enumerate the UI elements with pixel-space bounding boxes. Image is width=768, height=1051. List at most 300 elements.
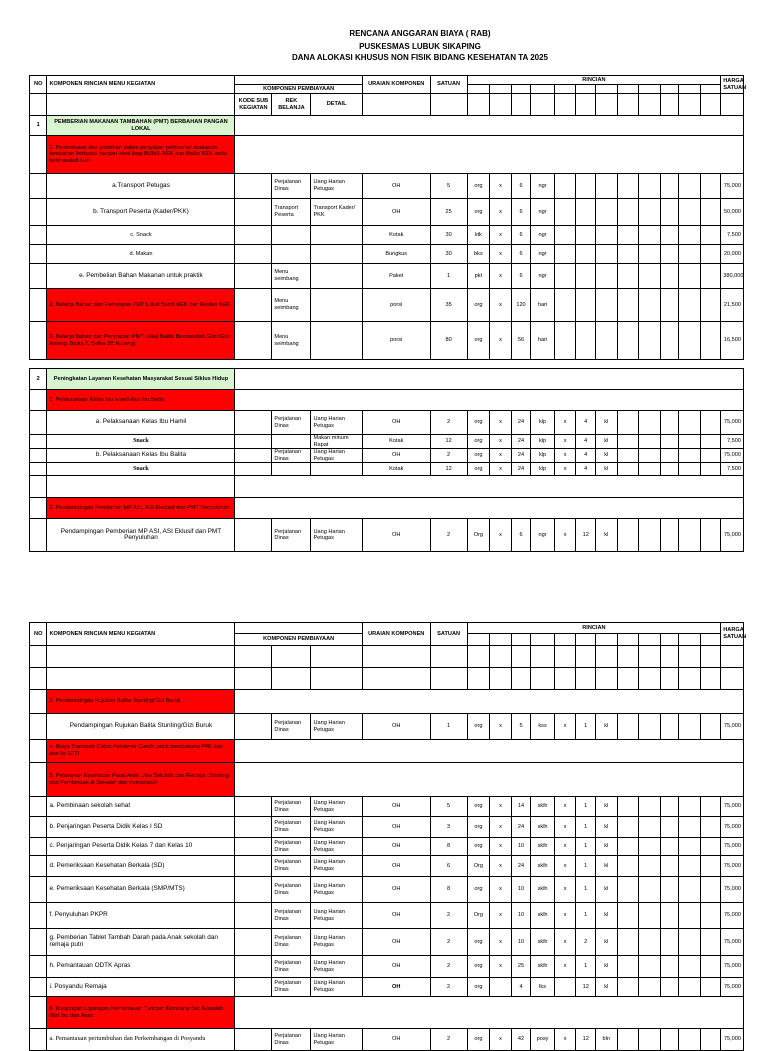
activity-header: 1. Pembekalan dan pelatihan dalam penyajian pemberian makanan tambahan berbasis pangan lokal bagi BUMIL KEK dan Balita KEK serta bermasalah Gizi — [47, 136, 235, 174]
table-cell: 30 — [430, 245, 467, 264]
table-cell: ktk — [467, 226, 490, 245]
empty-cell — [679, 199, 701, 226]
table-cell: OH — [362, 978, 430, 997]
table-cell: 30 — [430, 226, 467, 245]
empty-cell — [700, 94, 721, 116]
empty-cell — [617, 94, 639, 116]
empty-cell — [311, 463, 362, 476]
table-cell: Paket — [362, 264, 430, 289]
table-cell: Org — [467, 903, 490, 929]
empty-cell — [554, 174, 576, 199]
empty-cell — [617, 797, 639, 817]
empty-cell — [47, 668, 235, 690]
empty-cell — [30, 817, 47, 838]
table-cell: a. Pelaksanaan Kelas Ibu Hamil — [47, 411, 235, 435]
rab-table-2 — [29, 622, 747, 1051]
table-cell: Perjalanan Dinas — [272, 856, 311, 877]
empty-cell — [700, 634, 721, 646]
empty-cell — [595, 85, 617, 94]
empty-cell — [639, 903, 661, 929]
empty-cell — [679, 411, 701, 435]
empty-cell — [660, 838, 678, 856]
table-cell: 12 — [576, 978, 596, 997]
empty-cell — [660, 877, 678, 903]
table-cell: x — [490, 903, 512, 929]
empty-cell — [235, 956, 272, 978]
empty-cell — [595, 94, 617, 116]
doc-subtitle: DANA ALOKASI KHUSUS NON FISIK BIDANG KESEHATAN TA 2025 — [291, 53, 549, 62]
empty-cell — [700, 877, 721, 903]
table-cell: Kotak — [362, 463, 430, 476]
empty-cell — [235, 322, 272, 360]
empty-cell — [639, 226, 661, 245]
empty-cell — [679, 85, 701, 94]
table-cell: Pendampingan Pemberian MP ASI, ASI Eklusif dan PMT Penyuluhan — [47, 519, 235, 552]
empty-cell — [679, 817, 701, 838]
empty-cell — [47, 94, 235, 116]
table-cell: Uang Harian Petugas — [311, 877, 362, 903]
empty-cell — [660, 646, 678, 668]
table-cell: sklh — [531, 929, 555, 956]
empty-cell — [272, 245, 311, 264]
empty-cell — [576, 646, 596, 668]
empty-cell — [617, 435, 639, 449]
table-cell: org — [467, 929, 490, 956]
empty-cell — [272, 435, 311, 449]
empty-cell — [576, 634, 596, 646]
table-cell: 50,000 — [721, 199, 744, 226]
empty-cell — [531, 646, 555, 668]
empty-cell — [576, 174, 596, 199]
table-cell: org — [467, 411, 490, 435]
empty-cell: x — [554, 838, 576, 856]
empty-cell — [639, 519, 661, 552]
table-cell: b. Transport Peserta (Kader/PKK) — [47, 199, 235, 226]
table-cell: sklh — [531, 877, 555, 903]
empty-cell — [617, 877, 639, 903]
table-cell: x — [490, 411, 512, 435]
table-cell: Uang Harian Petugas — [311, 978, 362, 997]
table-cell: kl — [595, 411, 617, 435]
empty-cell — [660, 94, 678, 116]
empty-cell — [617, 978, 639, 997]
empty-cell — [721, 94, 744, 116]
empty-cell — [235, 411, 272, 435]
table-cell: Snack — [47, 463, 235, 476]
empty-cell — [490, 634, 512, 646]
empty-cell — [595, 245, 617, 264]
table-cell: lks — [531, 978, 555, 997]
table-cell: sklh — [531, 838, 555, 856]
empty-cell — [700, 463, 721, 476]
table-cell: org — [467, 449, 490, 463]
table-cell: org — [467, 877, 490, 903]
empty-cell — [679, 1029, 701, 1051]
table-cell: 1 — [576, 903, 596, 929]
empty-cell — [235, 838, 272, 856]
empty-cell — [679, 668, 701, 690]
table-cell: org — [467, 435, 490, 449]
empty-cell — [311, 226, 362, 245]
table-cell: 1 — [576, 856, 596, 877]
empty-cell — [30, 264, 47, 289]
empty-cell — [554, 646, 576, 668]
table-cell: 75,000 — [721, 877, 744, 903]
empty-cell — [679, 289, 701, 322]
col-harga: HARGA SATUAN — [721, 76, 744, 94]
table-cell: 35 — [430, 289, 467, 322]
empty-cell — [30, 476, 47, 498]
table-cell: 6 — [511, 174, 531, 199]
table-cell: org — [467, 797, 490, 817]
table-cell: RINCIAN — [467, 623, 721, 634]
section-number: 2 — [30, 369, 47, 390]
empty-cell — [235, 245, 272, 264]
empty-cell — [595, 174, 617, 199]
empty-cell — [490, 978, 512, 997]
table-cell: x — [490, 856, 512, 877]
empty-cell — [235, 369, 744, 390]
table-cell: Perjalanan Dinas — [272, 978, 311, 997]
empty-cell — [235, 289, 272, 322]
table-cell: 75,000 — [721, 817, 744, 838]
table-cell: 8 — [430, 838, 467, 856]
table-cell: 5 — [511, 714, 531, 740]
table-cell: OH — [362, 199, 430, 226]
empty-cell — [30, 646, 47, 668]
empty-cell — [639, 245, 661, 264]
table-cell: kl — [595, 903, 617, 929]
empty-cell — [311, 245, 362, 264]
empty-cell — [311, 322, 362, 360]
table-cell: Uang Harian Petugas — [311, 714, 362, 740]
empty-cell — [30, 740, 47, 763]
empty-cell — [639, 435, 661, 449]
empty-cell — [311, 646, 362, 668]
table-cell: OH — [362, 797, 430, 817]
table-row — [30, 435, 744, 449]
empty-cell — [576, 245, 596, 264]
empty-cell — [700, 856, 721, 877]
empty-cell — [235, 997, 744, 1029]
table-cell: Perjalanan Dinas — [272, 956, 311, 978]
table-cell: OH — [362, 856, 430, 877]
empty-cell — [362, 646, 430, 668]
table-cell: ngr — [531, 519, 555, 552]
empty-cell — [700, 1029, 721, 1051]
table-cell: Perjalanan Dinas — [272, 174, 311, 199]
empty-cell — [639, 289, 661, 322]
empty-cell — [576, 668, 596, 690]
table-cell: org — [467, 199, 490, 226]
empty-cell — [679, 929, 701, 956]
empty-cell — [30, 763, 47, 797]
empty-cell — [490, 668, 512, 690]
table-cell: klp — [531, 449, 555, 463]
empty-cell — [554, 289, 576, 322]
empty-cell — [679, 797, 701, 817]
table-cell: KOMPONEN RINCIAN MENU KEGIATAN — [47, 623, 235, 646]
table-cell: sklh — [531, 856, 555, 877]
empty-cell — [595, 289, 617, 322]
table-cell: hari — [531, 289, 555, 322]
table-cell: OH — [362, 714, 430, 740]
empty-cell — [235, 797, 272, 817]
empty-cell — [511, 634, 531, 646]
empty-cell — [235, 817, 272, 838]
empty-cell — [660, 85, 678, 94]
table-cell: 12 — [576, 1029, 596, 1051]
empty-cell — [362, 94, 430, 116]
table-cell: 1 — [576, 956, 596, 978]
table-row — [30, 245, 744, 264]
empty-cell — [617, 903, 639, 929]
table-cell: 380,000 — [721, 264, 744, 289]
table-cell: x — [490, 435, 512, 449]
table-row — [30, 449, 744, 463]
table-cell: e. Pemeriksaan Kesehatan Berkala (SMP/MTS) — [47, 877, 235, 903]
col-kode-sub: KODE SUB KEGIATAN — [235, 94, 272, 116]
table-cell: 4 — [576, 463, 596, 476]
table-row — [30, 322, 744, 360]
table-cell: 6 — [511, 264, 531, 289]
table-cell: OH — [362, 956, 430, 978]
table-cell: 2 — [430, 449, 467, 463]
table-cell: i. Posyandu Remaja — [47, 978, 235, 997]
table-cell: 3. Belanja bahan dan Penyiapan PMT Lokal Balita Bermasalah Gizi (Gizi kurang, Balita T, Balita BB Kurang) — [47, 322, 235, 360]
empty-cell — [595, 199, 617, 226]
table-cell: 80 — [430, 322, 467, 360]
col-satuan: SATUAN — [430, 76, 467, 94]
empty-cell — [700, 838, 721, 856]
table-cell: Perjalanan Dinas — [272, 449, 311, 463]
table-row — [30, 714, 744, 740]
table-cell: org — [467, 714, 490, 740]
col-komponen: KOMPONEN RINCIAN MENU KEGIATAN — [47, 76, 235, 94]
table-cell: HARGA SATUAN — [721, 623, 744, 646]
empty-cell — [30, 463, 47, 476]
empty-cell — [311, 668, 362, 690]
table-row — [30, 463, 744, 476]
empty-cell: x — [554, 449, 576, 463]
table-cell: Perjalanan Dinas — [272, 411, 311, 435]
table-cell: kl — [595, 856, 617, 877]
empty-cell — [617, 289, 639, 322]
table-row — [30, 519, 744, 552]
empty-cell — [576, 199, 596, 226]
table-cell: Perjalanan Dinas — [272, 1029, 311, 1051]
table-cell: sklh — [531, 817, 555, 838]
empty-cell — [554, 226, 576, 245]
table-cell: 24 — [511, 463, 531, 476]
table-cell: 1 — [430, 264, 467, 289]
table-cell: OH — [362, 903, 430, 929]
empty-cell: x — [554, 435, 576, 449]
table-cell: ngr — [531, 226, 555, 245]
table-cell: porsi — [362, 289, 430, 322]
empty-cell — [490, 94, 512, 116]
empty-cell — [700, 519, 721, 552]
table-row — [30, 226, 744, 245]
empty-cell — [660, 519, 678, 552]
empty-cell — [617, 668, 639, 690]
empty-cell — [235, 199, 272, 226]
table-cell: klp — [531, 463, 555, 476]
table-row — [30, 817, 744, 838]
table-cell: Uang Harian Petugas — [311, 449, 362, 463]
table-cell: Uang Harian Petugas — [311, 411, 362, 435]
table-cell: 120 — [511, 289, 531, 322]
table-cell: x — [490, 199, 512, 226]
empty-cell — [235, 714, 272, 740]
table-cell: 2. Belanja Bahan dan Penyiapan PMT Lokal Bumil KEK dan Resiko KEK — [47, 289, 235, 322]
table-cell: 75,000 — [721, 903, 744, 929]
empty-cell: x — [554, 797, 576, 817]
table-cell: OH — [362, 1029, 430, 1051]
empty-cell — [617, 199, 639, 226]
empty-cell — [576, 94, 596, 116]
table-row — [30, 174, 744, 199]
empty-cell — [679, 903, 701, 929]
table-cell: 12 — [430, 435, 467, 449]
empty-cell — [700, 956, 721, 978]
empty-cell — [617, 929, 639, 956]
empty-cell — [311, 264, 362, 289]
empty-cell — [660, 449, 678, 463]
empty-cell — [235, 449, 272, 463]
table-cell: KOMPONEN PEMBIAYAAN — [235, 634, 362, 646]
activity-header: 1. Pelaksanaan Kelas Ibu Hamil dan Ibu Balita — [47, 390, 235, 411]
table-cell: org — [467, 174, 490, 199]
table-cell: x — [490, 956, 512, 978]
empty-cell — [467, 85, 490, 94]
table-cell: 24 — [511, 817, 531, 838]
table-cell: kl — [595, 449, 617, 463]
empty-cell — [511, 85, 531, 94]
table-cell: 6 — [511, 199, 531, 226]
empty-cell — [235, 929, 272, 956]
activity-header: 6. Kunjungan Lapangan Pemantauan Tumbuh Kembang dan Masalah Gizi Ibu dan Anak — [47, 997, 235, 1029]
empty-cell: x — [554, 519, 576, 552]
empty-cell — [679, 174, 701, 199]
empty-cell — [30, 1029, 47, 1051]
empty-cell — [700, 817, 721, 838]
empty-cell — [639, 94, 661, 116]
empty-cell — [30, 903, 47, 929]
empty-cell — [617, 1029, 639, 1051]
empty-cell — [235, 856, 272, 877]
empty-cell — [235, 498, 744, 519]
empty-cell — [660, 322, 678, 360]
table-cell: SATUAN — [430, 623, 467, 646]
table-cell: Pendampingan Rujukan Balita Stunting/Gizi Buruk — [47, 714, 235, 740]
table-cell: 16,500 — [721, 322, 744, 360]
table-row — [30, 264, 744, 289]
empty-cell — [660, 978, 678, 997]
empty-cell — [554, 322, 576, 360]
table-row — [30, 929, 744, 956]
table-cell: x — [490, 838, 512, 856]
empty-cell — [700, 322, 721, 360]
empty-cell — [660, 174, 678, 199]
empty-cell — [721, 646, 744, 668]
table-cell: 75,000 — [721, 519, 744, 552]
empty-cell — [617, 463, 639, 476]
empty-cell — [235, 740, 744, 763]
table-cell: 75,000 — [721, 797, 744, 817]
empty-cell: x — [554, 929, 576, 956]
table-row — [30, 978, 744, 997]
empty-cell — [679, 226, 701, 245]
table-cell: kl — [595, 877, 617, 903]
empty-cell — [30, 435, 47, 449]
empty-cell — [679, 978, 701, 997]
empty-cell — [639, 1029, 661, 1051]
table-cell: 24 — [511, 435, 531, 449]
empty-cell — [660, 714, 678, 740]
table-cell: org — [467, 1029, 490, 1051]
table-cell: OH — [362, 929, 430, 956]
empty-cell — [617, 449, 639, 463]
empty-cell — [679, 856, 701, 877]
table-cell: OH — [362, 877, 430, 903]
empty-cell — [617, 634, 639, 646]
empty-cell — [235, 978, 272, 997]
empty-cell — [617, 714, 639, 740]
empty-cell — [639, 877, 661, 903]
empty-cell — [30, 199, 47, 226]
table-cell: 6 — [511, 226, 531, 245]
table-cell: x — [490, 714, 512, 740]
empty-cell — [554, 85, 576, 94]
empty-cell — [467, 668, 490, 690]
empty-cell — [272, 226, 311, 245]
empty-cell — [639, 264, 661, 289]
table-cell: x — [490, 322, 512, 360]
table-cell: Perjalanan Dinas — [272, 838, 311, 856]
empty-cell — [235, 76, 362, 85]
empty-cell — [554, 634, 576, 646]
empty-cell — [617, 226, 639, 245]
empty-cell — [490, 85, 512, 94]
table-cell: d. Makan — [47, 245, 235, 264]
table-cell: 1 — [576, 817, 596, 838]
empty-cell — [639, 646, 661, 668]
empty-cell — [576, 226, 596, 245]
table-row — [30, 199, 744, 226]
empty-cell — [576, 264, 596, 289]
table-cell: OH — [362, 411, 430, 435]
table-cell: OH — [362, 174, 430, 199]
table-cell: 75,000 — [721, 714, 744, 740]
table-row — [30, 856, 744, 877]
col-rincian: RINCIAN — [467, 76, 721, 85]
table-cell: sklh — [531, 956, 555, 978]
table-cell: 2 — [430, 956, 467, 978]
empty-cell — [617, 245, 639, 264]
table-cell: f. Penyuluhan PKPR — [47, 903, 235, 929]
empty-cell — [554, 94, 576, 116]
empty-cell — [700, 435, 721, 449]
table-cell: Org — [467, 856, 490, 877]
section-title: Peningkatan Layanan Kesehatan Masyarakat Sesuai Siklus Hidup — [47, 369, 235, 390]
empty-cell — [639, 199, 661, 226]
table-cell: 7,500 — [721, 435, 744, 449]
table-cell: x — [490, 929, 512, 956]
empty-cell — [639, 174, 661, 199]
table-cell: Uang Harian Petugas — [311, 903, 362, 929]
table-cell: kl — [595, 435, 617, 449]
